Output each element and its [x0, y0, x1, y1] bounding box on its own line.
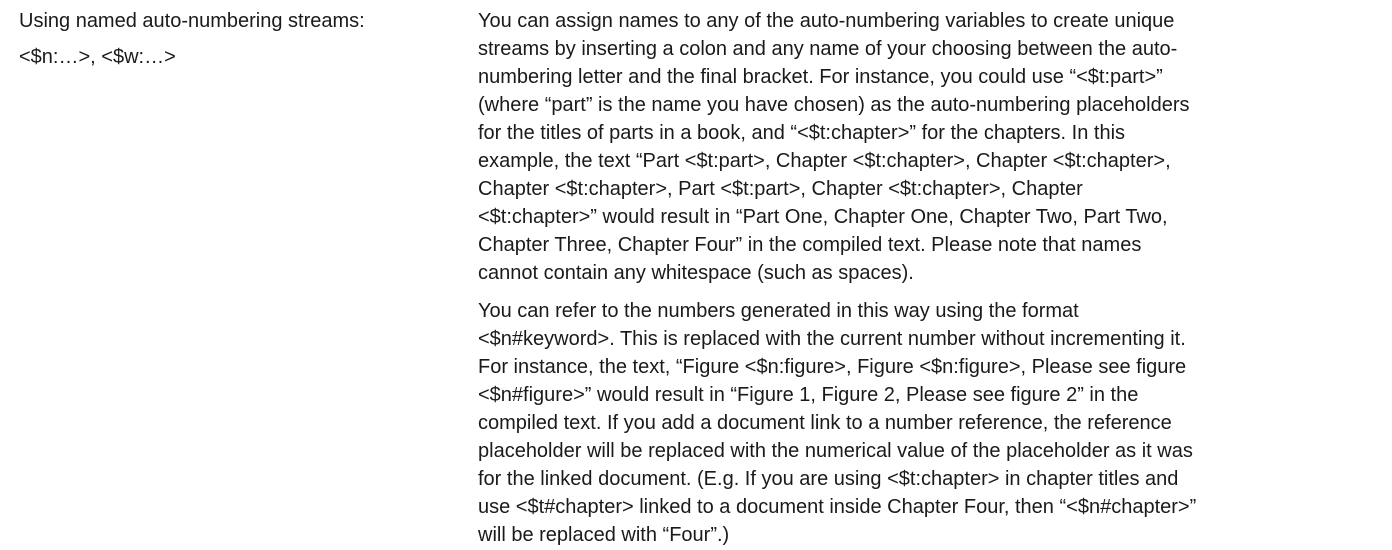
text-line: will be replaced with “Four”.): [478, 524, 730, 546]
text-line: for the titles of parts in a book, and “<$t:chapter>” for the chapters. In this: [478, 122, 1126, 144]
syntax-example: <$n:…>, <$w:…>: [19, 46, 176, 68]
text-line: For instance, the text, “Figure <$n:figure>, Figure <$n:figure>, Please see figure: [478, 356, 1187, 378]
text-line: for the linked document. (E.g. If you are using <$t:chapter> in chapter titles and: [478, 468, 1179, 490]
text-line: use <$t#chapter> linked to a document inside Chapter Four, then “<$n#chapter>”: [478, 496, 1197, 518]
section-title: Using named auto-numbering streams:: [19, 10, 365, 32]
text-line: cannot contain any whitespace (such as spaces).: [478, 262, 914, 284]
text-line: numbering letter and the final bracket. For instance, you could use “<$t:part>”: [478, 66, 1163, 88]
text-line: You can refer to the numbers generated in this way using the format: [478, 300, 1079, 322]
description-column: [478, 7, 1368, 549]
text-line: Chapter Three, Chapter Four” in the compiled text. Please note that names: [478, 234, 1142, 256]
description-paragraph-1: [478, 7, 1368, 287]
left-column: [19, 7, 459, 71]
text-line: You can assign names to any of the auto-numbering variables to create unique: [478, 10, 1175, 32]
text-line: <$t:chapter>” would result in “Part One, Chapter One, Chapter Two, Part Two,: [478, 206, 1168, 228]
text-line: streams by inserting a colon and any name of your choosing between the auto-: [478, 38, 1178, 60]
text-line: placeholder will be replaced with the numerical value of the placeholder as it was: [478, 440, 1193, 462]
text-line: (where “part” is the name you have chosen) as the auto-numbering placeholders: [478, 94, 1190, 116]
description-paragraph-2: [478, 297, 1368, 549]
text-line: <$n#keyword>. This is replaced with the current number without incrementing it.: [478, 328, 1186, 350]
text-line: compiled text. If you add a document link to a number reference, the reference: [478, 412, 1172, 434]
text-line: Chapter <$t:chapter>, Part <$t:part>, Chapter <$t:chapter>, Chapter: [478, 178, 1083, 200]
text-line: <$n#figure>” would result in “Figure 1, Figure 2, Please see figure 2” in the: [478, 384, 1139, 406]
text-line: example, the text “Part <$t:part>, Chapter <$t:chapter>, Chapter <$t:chapter>,: [478, 150, 1171, 172]
